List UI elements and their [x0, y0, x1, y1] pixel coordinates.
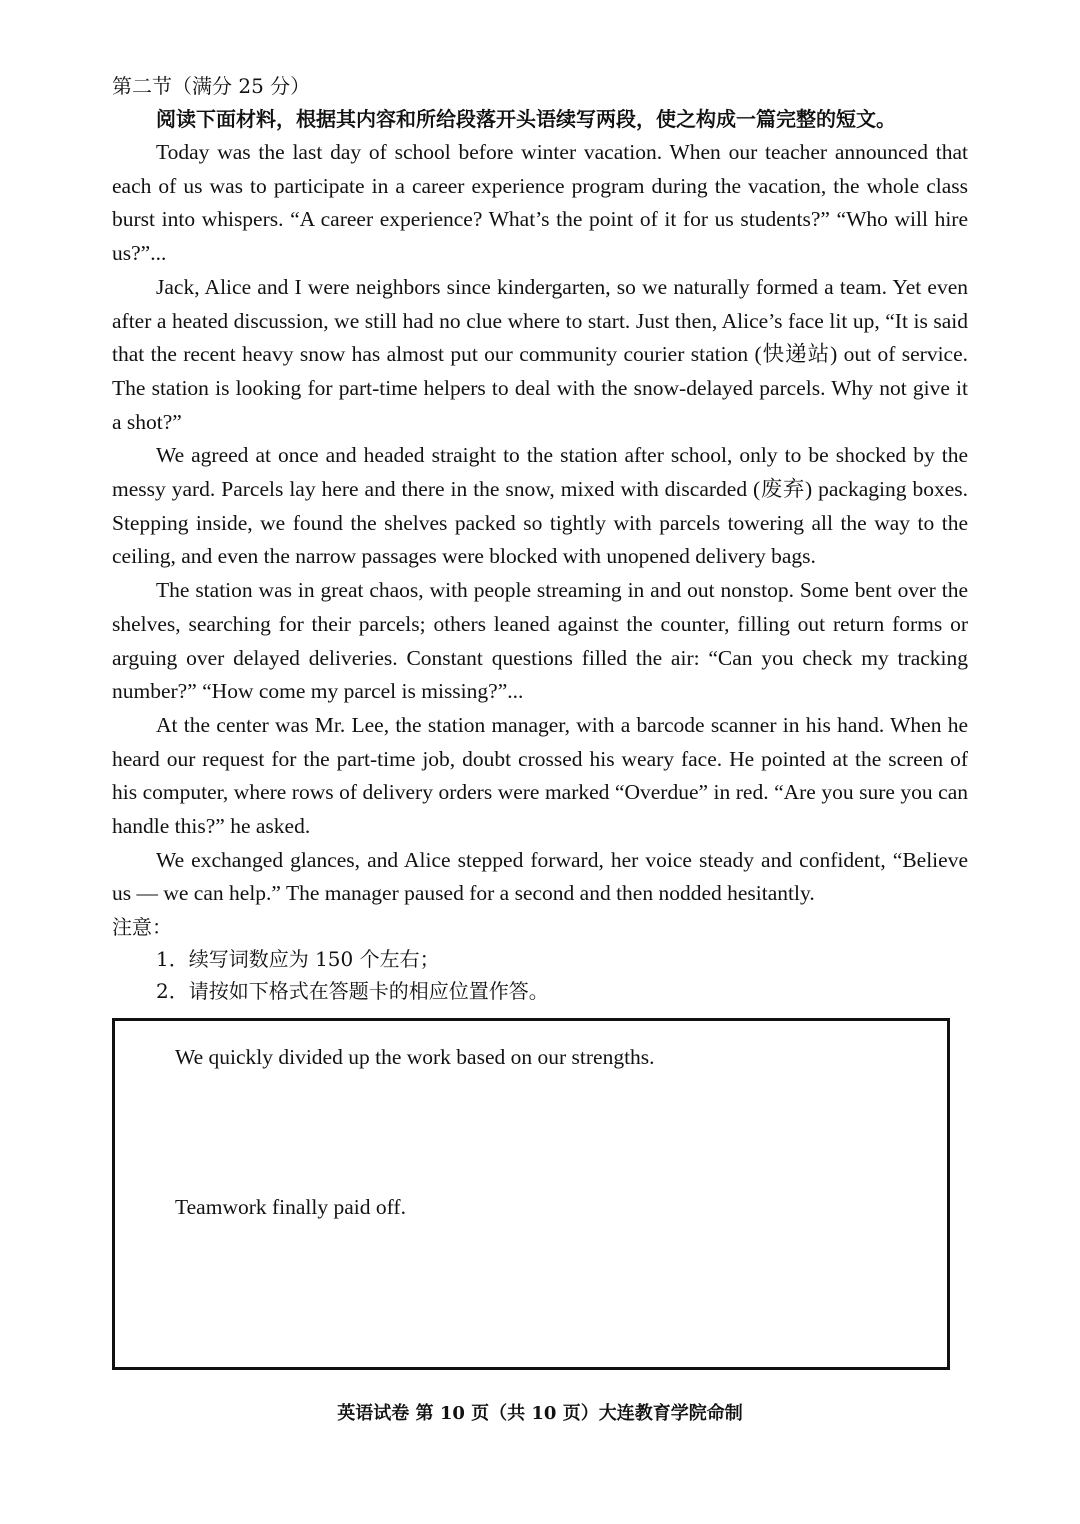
paragraph-starter-2: Teamwork finally paid off.: [175, 1195, 406, 1219]
passage-paragraph-2: Jack, Alice and I were neighbors since kindergarten, so we naturally formed a team. Yet even after a heated discussion, we still had no clue where to start. Just then, Alice’s face lit up, “It is said that the recent heavy snow has almost put our community courier station (快递站) out of service. The station is looking for part-time helpers to deal with the snow-delayed parcels. Why not give it a shot?”: [112, 274, 968, 434]
note-item-2: 2．请按如下格式在答题卡的相应位置作答。: [156, 979, 549, 1004]
section-title: 第二节（满分 25 分）: [112, 74, 311, 98]
reading-passage: [112, 136, 968, 911]
notes-title: 注意：: [112, 915, 172, 940]
passage-paragraph-1: Today was the last day of school before winter vacation. When our teacher announced that each of us was to participate in a career experience program during the vacation, the whole class burst into whispers. “A career experience? What’s the point of it for us students?” “Who will hire us?”...: [112, 140, 968, 266]
answer-box: [112, 1018, 950, 1370]
section-instruction: 阅读下面材料，根据其内容和所给段落开头语续写两段，使之构成一篇完整的短文。: [156, 107, 896, 131]
passage-paragraph-6: We exchanged glances, and Alice stepped forward, her voice steady and confident, “Believe us — we can help.” The manager paused for a second and then nodded hesitantly.: [112, 847, 968, 906]
passage-paragraph-4: The station was in great chaos, with people streaming in and out nonstop. Some bent over the shelves, searching for their parcels; others leaned against the counter, filling out return forms or arguing over delayed deliveries. Constant questions filled the air: “Can you check my tracking number?” “How come my parcel is missing?”...: [112, 578, 968, 704]
page-footer: 英语试卷 第 10 页（共 10 页）大连教育学院命制: [337, 1403, 743, 1424]
notes-list: [112, 943, 968, 1007]
passage-paragraph-3: We agreed at once and headed straight to the station after school, only to be shocked by the messy yard. Parcels lay here and there in the snow, mixed with discarded (废弃) packaging boxes. Stepping inside, we found the shelves packed so tightly with parcels towering all the way to the ceiling, and even the narrow passages were blocked with unopened delivery bags.: [112, 443, 968, 569]
paragraph-starter-1: We quickly divided up the work based on our strengths.: [175, 1045, 655, 1069]
passage-paragraph-5: At the center was Mr. Lee, the station manager, with a barcode scanner in his hand. When he heard our request for the part-time job, doubt crossed his weary face. He pointed at the screen of his computer, where rows of delivery orders were marked “Overdue” in red. “Are you sure you can handle this?” he asked.: [112, 712, 968, 839]
exam-page: [112, 70, 968, 1007]
note-item-1: 1．续写词数应为 150 个左右；: [156, 947, 440, 972]
